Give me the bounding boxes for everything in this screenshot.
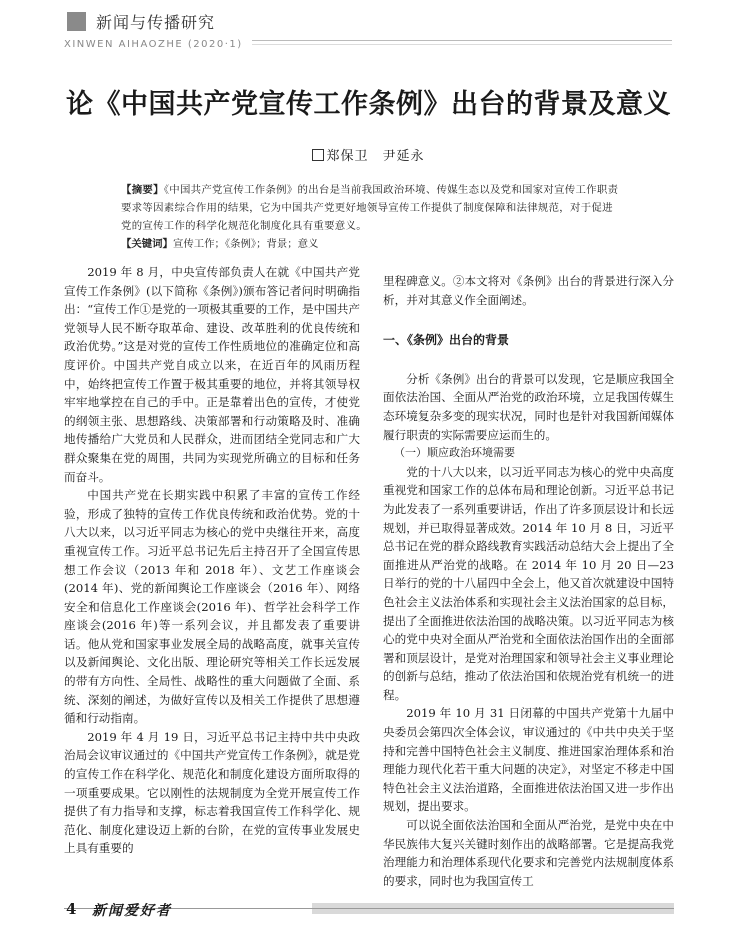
authors: 郑保卫 尹延永 xyxy=(326,149,425,164)
keywords-label: 【关键词】 xyxy=(121,238,173,250)
journal-subline: XINWEN AIHAOZHE (2020·1) xyxy=(64,39,243,50)
article-title: 论《中国共产党宣传工作条例》出台的背景及意义 xyxy=(66,89,671,120)
abstract xyxy=(121,181,619,235)
header-square-mark xyxy=(67,12,86,31)
body-paragraph: 中国共产党在长期实践中积累了丰富的宣传工作经验，形成了独特的宣传工作优良传统和政治优势。党的十八大以来，以习近平同志为核心的党中央继往开来，高度重视宣传工作。习近平总书记先后主持召开了全国宣传思想工作会议（2013 年和 2018 年）、文艺工作座谈会(2014 年)、党的新闻舆论工作座谈会（2016 年）、网络安全和信息化工作座谈会(2016 年)、哲学社会科学工作座谈会(2016 年)等一系列会议，并且都发表了重要讲话。他从党和国家事业发展全局的战略高度，就事关宣传以及新闻舆论、文化出版、理论研究等相关工作长远发展的带有方向性、全局性、战略性的重大问题做了全面、系统、深刻的阐述，为做好宣传以及相关工作提供了思想遵循和行动指南。 xyxy=(64,488,360,726)
body-paragraph: 2019 年 8 月，中央宣传部负责人在就《中国共产党宣传工作条例》(以下简称《条例》)颁布答记者问时明确指出：“宣传工作①是党的一项极其重要的工作，是中国共产党领导人民不断夺取革命、建设、改革胜利的优良传统和政治优势。”这是对党的宣传工作性质地位的准确定位和高度评价。中国共产党自成立以来，在近百年的风雨历程中，始终把宣传工作置于极其重要的地位，并将其领导权牢牢地掌控在自己的手中。正是靠着出色的宣传，才使党的纲领主张、思想路线、决策部署和行动策略及时、准确地传播给广大党员和人民群众，进而团结全党同志和广大群众聚集在党的周围，共同为实现党所确立的目标和任务而奋斗。 xyxy=(64,265,360,484)
body-paragraph: 可以说全面依法治国和全面从严治党，是党中央在中华民族伟大复兴关键时刻作出的战略部署。它是提高我党治理能力和治理体系现代化要求和完善党内法规制度体系的要求，同时也为我国宣传工 xyxy=(383,818,674,888)
body-paragraph: 党的十八大以来，以习近平同志为核心的党中央高度重视党和国家工作的总体布局和理论创新。习近平总书记为此发表了一系列重要讲话，作出了许多顶层设计和长远规划，并已取得显著成效。2014 年 10 月 8 日，习近平总书记在党的群众路线教育实践活动总结大会上提出了全面推进从严治党的战略。在 2014 年 10 月 20 日—23 日举行的党的十八届四中全会上，他又首次就建设中国特色社会主义法治体系和实现社会主义法治国家的总目标，提出了全面推进依法治国的战略决策。以习近平同志为核心的党中央对全面从严治党和全面依法治国作出的全面部署和顶层设计，是党对治理国家和领导社会主义事业理论的创新与总结，推动了依法治国和依规治党有机统一的进程。 xyxy=(383,464,674,702)
author-marker-icon xyxy=(312,149,324,161)
body-paragraph: 分析《条例》出台的背景可以发现，它是顺应我国全面依法治国、全面从严治党的政治环境，立足我国传媒生态环境复杂多变的现实状况，同时也是针对我国新闻媒体履行职责的实际需要应运而生的。 xyxy=(383,371,674,442)
keywords xyxy=(121,235,619,253)
body-column-right xyxy=(383,272,674,890)
body-paragraph: 2019 年 4 月 19 日，习近平总书记主持中共中央政治局会议审议通过的《中国共产党宣传工作条例》，就是党的宣传工作在科学化、规范化和制度化建设方面所取得的一项重要成果。它以刚性的法规制度为全党开展宣传工作提供了有力指导和支撑，标志着我国宣传工作科学化、规范化、制度化建设迈上新的台阶，在党的宣传事业发展史上具有重要的 xyxy=(64,729,360,856)
authors-line xyxy=(0,145,737,164)
abstract-text: 《中国共产党宣传工作条例》的出台是当前我国政治环境、传媒生态以及党和国家对宣传工作职责要求等因素综合作用的结果，它为中国共产党更好地领导宣传工作提供了制度保障和法律规范，对于促进党的宣传工作的科学化规范化制度化具有重要意义。 xyxy=(121,184,619,232)
keywords-text: 宣传工作；《条例》；背景；意义 xyxy=(172,238,319,250)
magazine-logo-text: 新闻爱好者 xyxy=(92,903,172,919)
body-column-left xyxy=(64,263,360,858)
body-paragraph-continuation: 里程碑意义。②本文将对《条例》出台的背景进行深入分析，并对其意义作全面阐述。 xyxy=(383,274,674,307)
section-heading: 一、《条例》出台的背景 xyxy=(383,333,510,348)
header-rule xyxy=(252,40,672,41)
journal-column-title: 新闻与传播研究 xyxy=(96,13,216,32)
body-paragraph: 2019 年 10 月 31 日闭幕的中国共产党第十九届中央委员会第四次全体会议，审议通过的《中共中央关于坚持和完善中国特色社会主义制度、推进国家治理体系和治理能力现代化若干重大问题的决定》，对坚定不移走中国特色社会主义法治道路，全面推进依法治国又进一步作出规划，提出要求。 xyxy=(383,706,674,814)
subsection-heading: （一）顺应政治环境需要 xyxy=(394,446,515,460)
abstract-label: 【摘要】 xyxy=(121,184,164,196)
header-rule-thin xyxy=(252,44,672,45)
page-number: 4 xyxy=(66,900,77,918)
